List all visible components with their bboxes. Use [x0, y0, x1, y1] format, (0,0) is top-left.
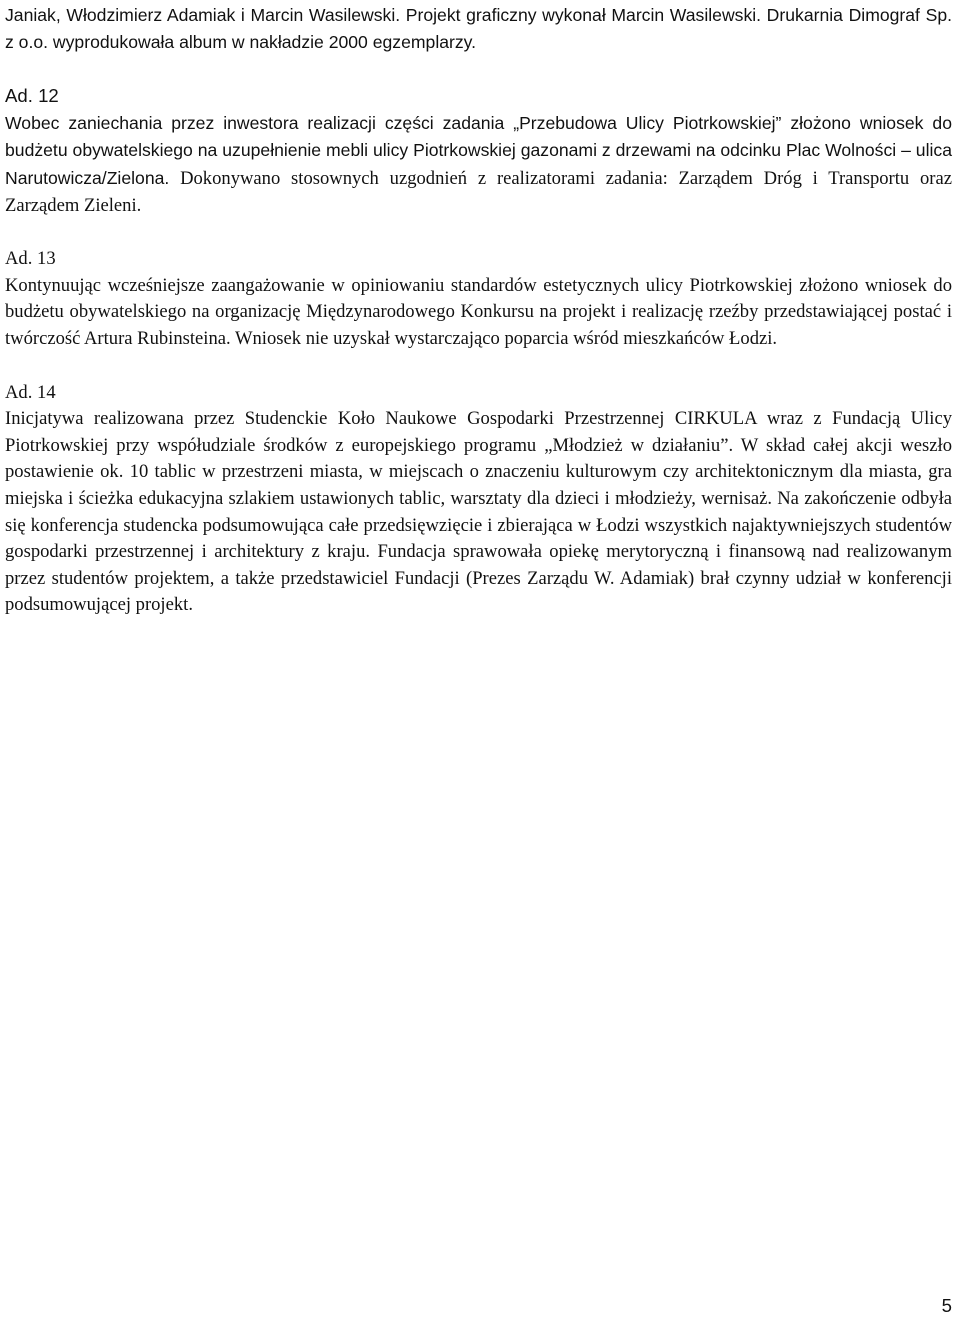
- document-page: [5, 2, 952, 619]
- section-heading: Ad. 13: [5, 248, 56, 270]
- section-heading: Ad. 14: [5, 381, 56, 403]
- section-body-serif-part: Dokonywano stosownych uzgodnień z realizatorami zadania: Zarządem Dróg i Transportu oraz Zarządem Zieleni.: [5, 167, 952, 216]
- spacer: [5, 219, 952, 246]
- spacer: [5, 55, 952, 83]
- section-ad-12: [5, 83, 952, 219]
- section-ad-13: [5, 246, 952, 352]
- section-body: [5, 110, 952, 219]
- intro-paragraph: Janiak, Włodzimierz Adamiak i Marcin Wasilewski. Projekt graficzny wykonał Marcin Wasilewski. Drukarnia Dimograf Sp. z o.o. wyprodukowała album w nakładzie 2000 egzemplarzy.: [5, 5, 952, 52]
- section-ad-14: [5, 380, 952, 619]
- section-body-sans-part: Wobec zaniechania przez inwestora realizacji części zadania „Przebudowa Ulicy Piotrkowskiej” złożono wniosek do budżetu obywatelskiego na uzupełnienie mebli ulicy Piotrkowskiej gazonami z drzewami na odcinku Plac Wolności – ulica Narutowicza/Zielona.: [5, 112, 952, 188]
- section-body: Inicjatywa realizowana przez Studenckie Koło Naukowe Gospodarki Przestrzennej CIRKULA wraz z Fundacją Ulicy Piotrkowskiej przy współudziale środków z europejskiego programu „Młodzież w działaniu”. W skład całej akcji weszło postawienie ok. 10 tablic w przestrzeni miasta, w miejscach o znaczeniu kulturowym czy architektonicznym dla miasta, gra miejska i ścieżka edukacyjna szlakiem ustawionych tablic, warsztaty dla dzieci i młodzieży, wernisaż. Na zakończenie odbyła się konferencja studencka podsumowująca całe przedsięwzięcie i zbierająca w Łodzi wszystkich najaktywniejszych studentów gospodarki przestrzennej i architektury z kraju. Fundacja sprawowała opiekę merytoryczną i finansową nad realizowanym przez studentów projektem, a także przedstawiciel Fundacji (Prezes Zarządu W. Adamiak) brał czynny udział w konferencji podsumowującej projekt.: [5, 408, 952, 616]
- section-heading: Ad. 12: [5, 85, 59, 107]
- page-number: 5: [941, 1295, 952, 1316]
- section-body: Kontynuując wcześniejsze zaangażowanie w opiniowaniu standardów estetycznych ulicy Piotrkowskiej złożono wniosek do budżetu obywatelskiego na organizację Międzynarodowego Konkursu na projekt i realizację rzeźby przedstawiającej postać i twórczość Artura Rubinsteina. Wniosek nie uzyskał wystarczająco poparcia wśród mieszkańców Łodzi.: [5, 274, 952, 349]
- spacer: [5, 353, 952, 380]
